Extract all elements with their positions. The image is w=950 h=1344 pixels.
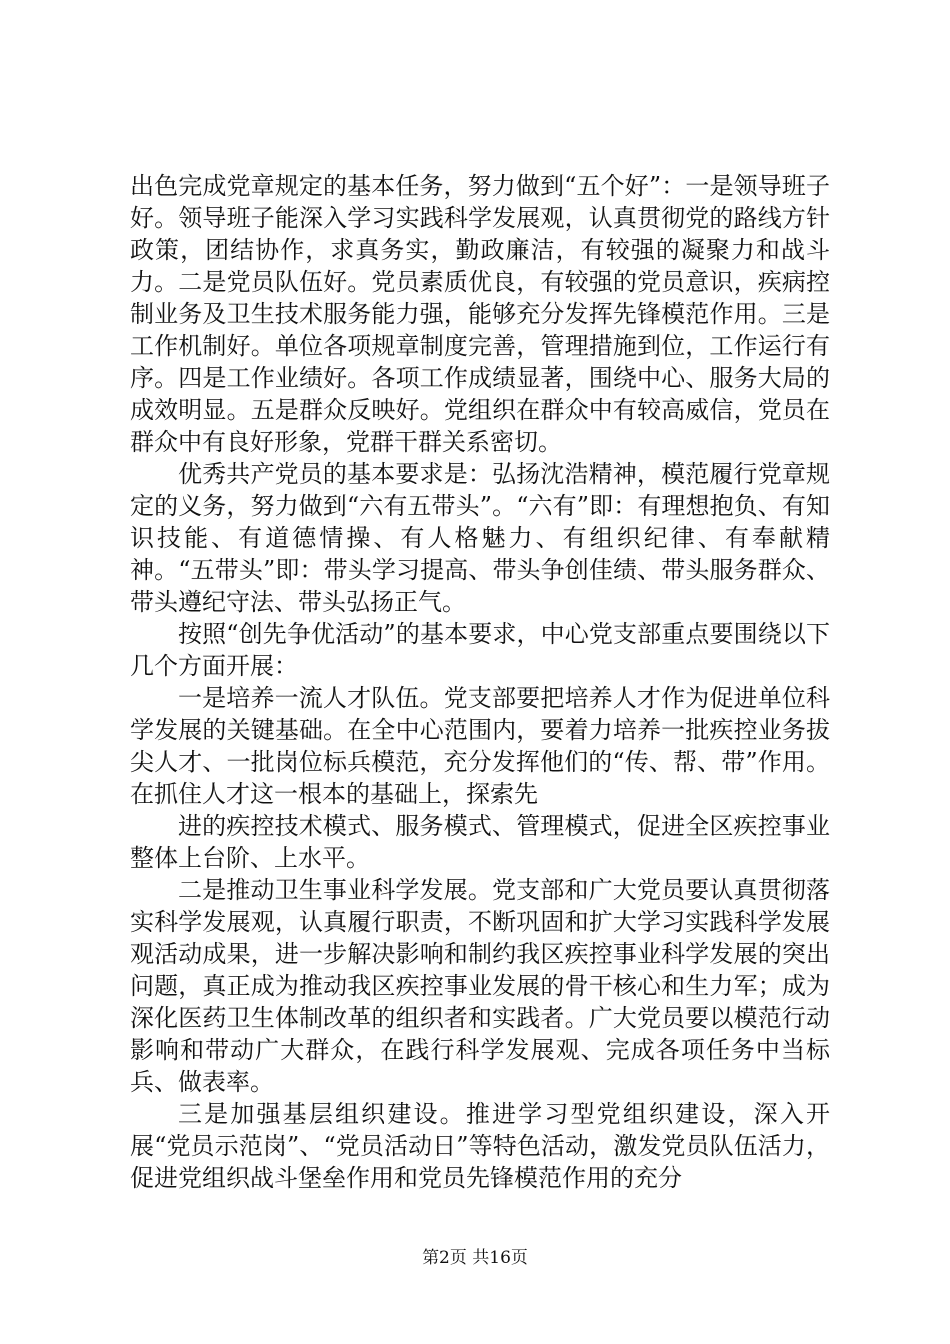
paragraph-2: 优秀共产党员的基本要求是：弘扬沈浩精神，模范履行党章规定的义务，努力做到“六有五带头”。“六有”即：有理想抱负、有知识技能、有道德情操、有人格魅力、有组织纪律、有奉献精神。“五带头”即：带头学习提高、带头争创佳绩、带头服务群众、带头遵纪守法、带头弘扬正气。 — [130, 460, 830, 616]
page-number-footer: 第2页 共16页 — [422, 1248, 528, 1268]
paragraph-3: 按照“创先争优活动”的基本要求，中心党支部重点要围绕以下几个方面开展： — [130, 620, 830, 680]
paragraph-6: 二是推动卫生事业科学发展。党支部和广大党员要认真贯彻落实科学发展观，认真履行职责，不断巩固和扩大学习实践科学发展观活动成果，进一步解决影响和制约我区疾控事业科学发展的突出问题，真正成为推动我区疾控事业发展的骨干核心和生力军；成为深化医药卫生体制改革的组织者和实践者。广大党员要以模范行动影响和带动广大群众，在践行科学发展观、完成各项任务中当标兵、做表率。 — [130, 876, 830, 1096]
paragraph-7: 三是加强基层组织建设。推进学习型党组织建设，深入开展“党员示范岗”、“党员活动日”等特色活动，激发党员队伍活力，促进党组织战斗堡垒作用和党员先锋模范作用的充分 — [130, 1100, 830, 1192]
paragraph-4: 一是培养一流人才队伍。党支部要把培养人才作为促进单位科学发展的关键基础。在全中心范围内，要着力培养一批疾控业务拔尖人才、一批岗位标兵模范，充分发挥他们的“传、帮、带”作用。在抓住人才这一根本的基础上，探索先 — [130, 684, 830, 808]
document-body — [130, 170, 830, 1194]
paragraph-1: 出色完成党章规定的基本任务，努力做到“五个好”：一是领导班子好。领导班子能深入学习实践科学发展观，认真贯彻党的路线方针政策，团结协作，求真务实，勤政廉洁，有较强的凝聚力和战斗力。二是党员队伍好。党员素质优良，有较强的党员意识，疾病控制业务及卫生技术服务能力强，能够充分发挥先锋模范作用。三是工作机制好。单位各项规章制度完善，管理措施到位，工作运行有序。四是工作业绩好。各项工作成绩显著，围绕中心、服务大局的成效明显。五是群众反映好。党组织在群众中有较高威信，党员在群众中有良好形象，党群干群关系密切。 — [130, 172, 830, 456]
paragraph-5: 进的疾控技术模式、服务模式、管理模式，促进全区疾控事业整体上台阶、上水平。 — [130, 812, 830, 872]
